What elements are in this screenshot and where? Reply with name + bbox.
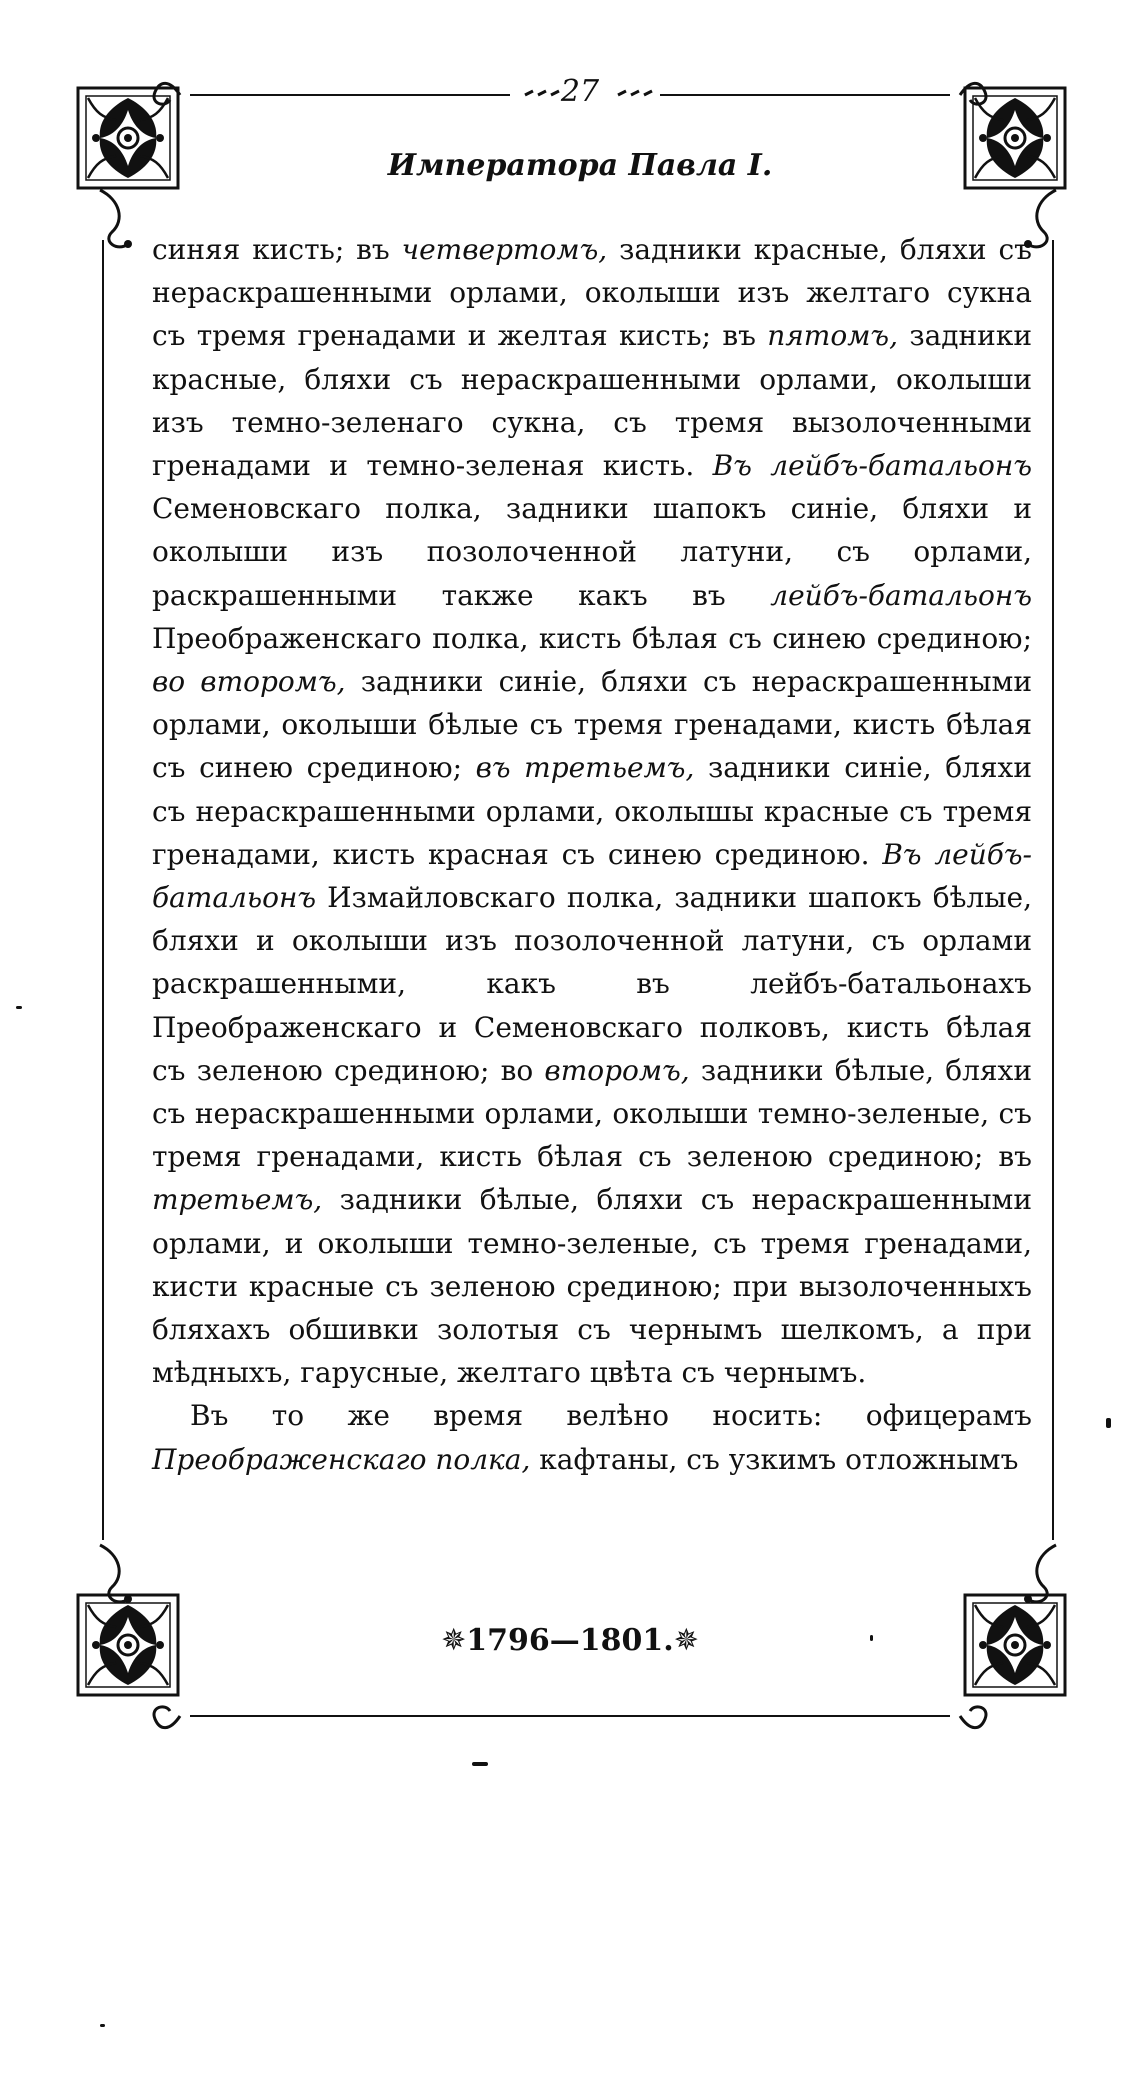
- running-head: Императора Павла I.: [387, 148, 773, 183]
- years-label: 1796—1801.: [466, 1623, 674, 1658]
- text-run: Измайловскаго полка, задники шапокъ бѣлые, бляхи и околыши изъ позолоченной латуни, съ орлами раскрашенными, какъ въ лейбъ-батальонахъ Преображенскаго и Семеновскаго полковъ, кисть бѣлая съ зеленою срединою; во: [152, 881, 1032, 1087]
- scan-speck: [1106, 1418, 1111, 1428]
- corner-ornament-bottom-right: [965, 1595, 1065, 1695]
- text-run: Семеновскаго полка, задники шапокъ синіе, бляхи и околыши изъ позолоченной латуни, съ орлами, раскрашенными также какъ въ: [152, 492, 1032, 612]
- italic-run: четвертомъ,: [401, 233, 608, 266]
- italic-run: второмъ,: [544, 1053, 690, 1087]
- scan-speck: [100, 2024, 105, 2027]
- italic-run: въ третьемъ,: [475, 751, 695, 785]
- footer-years: [430, 1623, 710, 1658]
- scan-speck: [16, 1006, 22, 1009]
- corner-ornament-bottom-left: [78, 1595, 178, 1695]
- scan-speck: [472, 1762, 488, 1766]
- text-run: задники бѣлые, бляхи съ нераскрашенными орлами, околыши темно-зеленые, съ тремя гренадами, кисть бѣлая съ зеленою срединою; въ: [152, 1053, 1032, 1174]
- italic-run: Въ лейбъ-батальонъ: [152, 837, 1032, 915]
- star-ornament-right: ✵: [673, 1623, 699, 1658]
- text-run: Въ то же время велѣно носить: офицерамъ: [190, 1399, 1032, 1433]
- text-run: задники синіе, бляхи съ нераскрашенными орлами, околышы красные съ тремя гренадами, кисть красная съ синею срединою.: [152, 751, 1033, 871]
- paragraph-1: [152, 228, 1032, 1394]
- italic-run: Въ лейбъ-батальонъ: [712, 449, 1032, 483]
- text-run: синяя кисть; въ: [152, 233, 402, 266]
- text-run: задники бѣлые, бляхи съ нераскрашенными орлами, и околыши темно-зеленые, съ тремя гренадами, кисти красные съ зеленою срединою; при вызолоченныхъ бляхахъ обшивки золотыя съ чернымъ шелкомъ, а при мѣдныхъ, гарусные, желтаго цвѣта съ чернымъ.: [152, 1183, 1032, 1390]
- text-run: задники красные, бляхи съ нераскрашенными орлами, околыши изъ темно-зеленаго сукна, съ тремя вызолоченными гренадами и темно-зеленая кисть.: [152, 319, 1033, 483]
- italic-run: пятомъ,: [767, 319, 898, 353]
- text-run: задники синіе, бляхи съ нераскрашенными орлами, околыши бѣлые съ тремя гренадами, кисть бѣлая съ синею срединою;: [152, 665, 1032, 785]
- paragraph-2: [152, 1394, 1032, 1480]
- body-text: [152, 228, 1032, 1481]
- scan-speck: [870, 1635, 873, 1641]
- italic-run: во второмъ,: [152, 665, 346, 699]
- text-run: Преображенскаго полка, кисть бѣлая съ синею срединою;: [152, 621, 1032, 655]
- star-ornament-left: ✵: [441, 1623, 467, 1658]
- text-run: кафтаны, съ узкимъ отложнымъ: [530, 1442, 1019, 1476]
- italic-run: лейбъ-батальонъ: [770, 578, 1032, 612]
- page-number: 27: [560, 74, 600, 109]
- text-run: задники красные, бляхи съ нераскрашенными орлами, околыши изъ желтаго сукна съ тремя гренадами и желтая кисть; въ: [152, 233, 1032, 353]
- italic-run: третьемъ,: [152, 1183, 323, 1217]
- italic-run: Преображенскаго полка,: [152, 1442, 531, 1476]
